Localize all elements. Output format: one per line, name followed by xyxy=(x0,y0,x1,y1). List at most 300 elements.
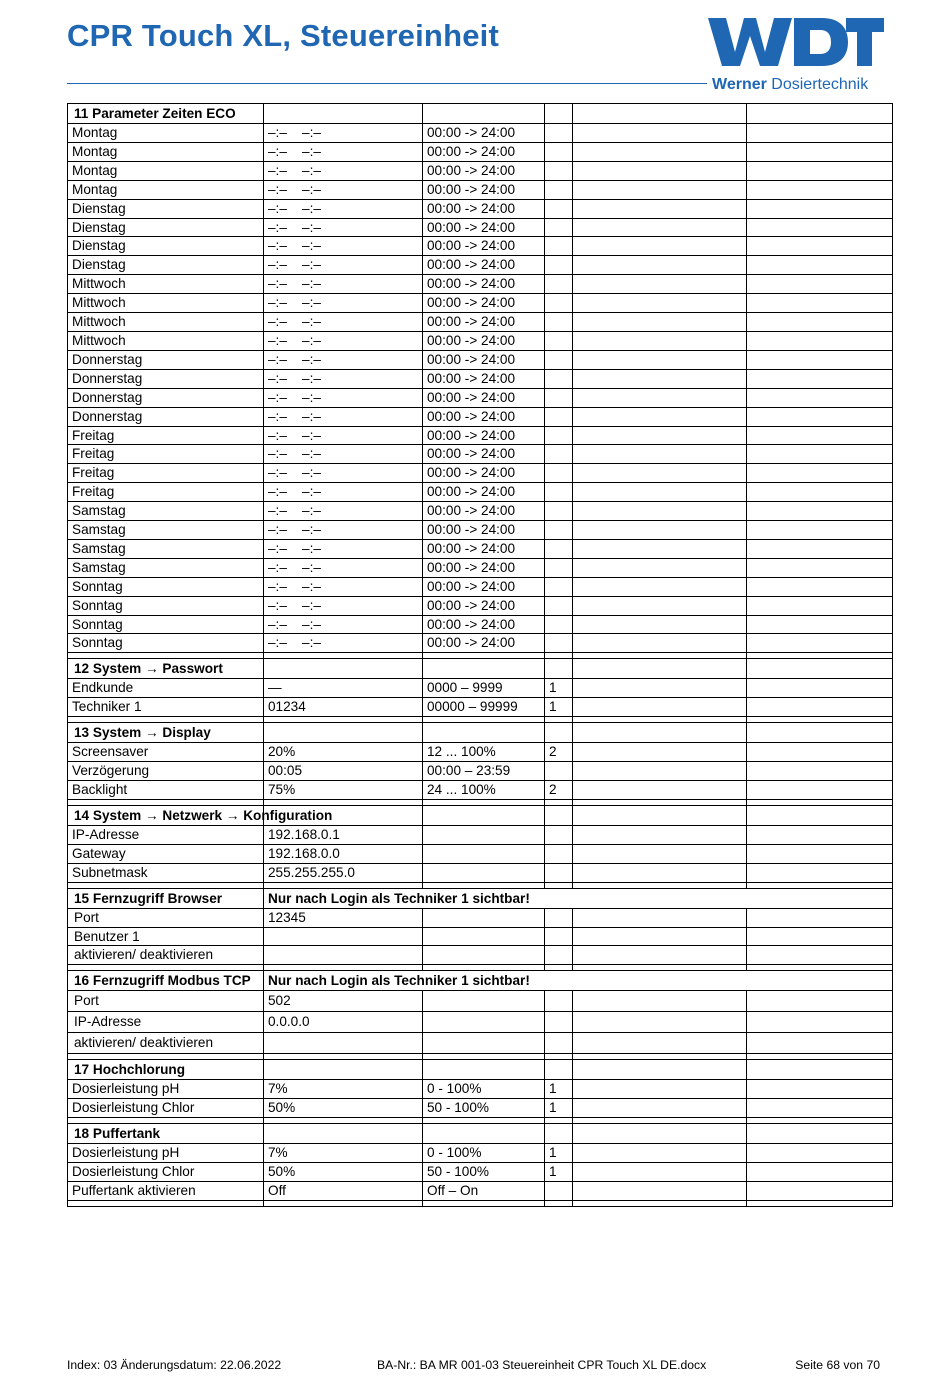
table-row xyxy=(68,1080,893,1099)
parameter-range: 0 - 100% xyxy=(423,1144,545,1163)
parameter-range: 50 - 100% xyxy=(423,1163,545,1182)
parameter-range xyxy=(423,844,545,863)
empty-cell xyxy=(573,577,747,596)
empty-cell xyxy=(747,294,893,313)
parameter-value: –:– –:– xyxy=(264,350,423,369)
table-row xyxy=(68,388,893,407)
table-row xyxy=(68,743,893,762)
parameter-step xyxy=(545,927,573,946)
empty-cell xyxy=(573,502,747,521)
parameter-name: Samstag xyxy=(68,539,264,558)
parameter-name: Mittwoch xyxy=(68,313,264,332)
parameter-name: Montag xyxy=(68,124,264,143)
parameter-step: 1 xyxy=(545,698,573,717)
empty-cell xyxy=(573,350,747,369)
parameter-name: Port xyxy=(68,908,264,927)
empty-cell xyxy=(573,723,747,743)
parameter-step: 1 xyxy=(545,679,573,698)
parameter-range: 00:00 -> 24:00 xyxy=(423,199,545,218)
parameter-value: 50% xyxy=(264,1099,423,1118)
empty-cell xyxy=(747,331,893,350)
empty-cell xyxy=(747,350,893,369)
parameter-name: Donnerstag xyxy=(68,350,264,369)
parameter-name: IP-Adresse xyxy=(68,1012,264,1033)
section-note: Nur nach Login als Techniker 1 sichtbar! xyxy=(264,971,893,991)
parameter-value: 00:05 xyxy=(264,762,423,781)
empty-cell xyxy=(573,762,747,781)
parameter-range xyxy=(423,908,545,927)
empty-cell xyxy=(747,142,893,161)
parameter-range: 00:00 -> 24:00 xyxy=(423,256,545,275)
parameter-value: 192.168.0.1 xyxy=(264,825,423,844)
parameter-step xyxy=(545,161,573,180)
parameter-name: Dosierleistung pH xyxy=(68,1144,264,1163)
parameter-range: 00:00 -> 24:00 xyxy=(423,388,545,407)
parameter-step xyxy=(545,218,573,237)
empty-cell xyxy=(573,1163,747,1182)
parameter-value: 75% xyxy=(264,781,423,800)
parameter-name: Mittwoch xyxy=(68,275,264,294)
section-title: 11 Parameter Zeiten ECO xyxy=(68,104,264,124)
parameter-value: –:– –:– xyxy=(264,634,423,653)
empty-cell xyxy=(573,539,747,558)
parameter-step xyxy=(545,908,573,927)
parameter-step xyxy=(545,388,573,407)
section-title: 18 Puffertank xyxy=(68,1124,264,1144)
parameter-range xyxy=(423,927,545,946)
parameter-value xyxy=(264,1033,423,1054)
empty-cell xyxy=(747,991,893,1012)
section-header-row xyxy=(68,104,893,124)
empty-cell xyxy=(573,369,747,388)
empty-cell xyxy=(423,805,545,825)
spacer-cell xyxy=(747,1200,893,1206)
empty-cell xyxy=(747,805,893,825)
table-row xyxy=(68,256,893,275)
parameter-name: Backlight xyxy=(68,781,264,800)
table-row xyxy=(68,331,893,350)
parameter-range: 00:00 -> 24:00 xyxy=(423,634,545,653)
parameter-table xyxy=(67,103,893,1207)
table-row xyxy=(68,596,893,615)
empty-cell xyxy=(423,104,545,124)
empty-cell xyxy=(747,698,893,717)
parameter-name: Dosierleistung Chlor xyxy=(68,1163,264,1182)
parameter-step xyxy=(545,124,573,143)
empty-cell xyxy=(573,1060,747,1080)
parameter-range xyxy=(423,1033,545,1054)
parameter-step xyxy=(545,615,573,634)
parameter-value: –:– –:– xyxy=(264,539,423,558)
empty-cell xyxy=(747,1124,893,1144)
empty-cell xyxy=(264,1060,423,1080)
parameter-range: 00:00 -> 24:00 xyxy=(423,539,545,558)
empty-cell xyxy=(747,1033,893,1054)
empty-cell xyxy=(545,805,573,825)
empty-cell xyxy=(573,805,747,825)
empty-cell xyxy=(545,659,573,679)
parameter-range: 00:00 -> 24:00 xyxy=(423,596,545,615)
parameter-step xyxy=(545,180,573,199)
parameter-name: Gateway xyxy=(68,844,264,863)
parameter-step xyxy=(545,142,573,161)
footer-index: Index: 03 Änderungsdatum: 22.06.2022 xyxy=(67,1358,282,1372)
parameter-step xyxy=(545,199,573,218)
parameter-range: 00:00 -> 24:00 xyxy=(423,369,545,388)
empty-cell xyxy=(747,927,893,946)
parameter-name: Dosierleistung Chlor xyxy=(68,1099,264,1118)
parameter-value: 12345 xyxy=(264,908,423,927)
table-row xyxy=(68,1144,893,1163)
section-title: 17 Hochchlorung xyxy=(68,1060,264,1080)
empty-cell xyxy=(573,1181,747,1200)
empty-cell xyxy=(747,445,893,464)
parameter-value: –:– –:– xyxy=(264,521,423,540)
empty-cell xyxy=(573,908,747,927)
table-row xyxy=(68,1012,893,1033)
empty-cell xyxy=(573,781,747,800)
parameter-step: 1 xyxy=(545,1099,573,1118)
parameter-value: –:– –:– xyxy=(264,426,423,445)
empty-cell xyxy=(573,124,747,143)
empty-cell xyxy=(573,927,747,946)
table-row xyxy=(68,464,893,483)
table-row xyxy=(68,521,893,540)
parameter-range: 00:00 -> 24:00 xyxy=(423,521,545,540)
section-header-row xyxy=(68,971,893,991)
parameter-value xyxy=(264,946,423,965)
empty-cell xyxy=(264,659,423,679)
parameter-range: 00:00 -> 24:00 xyxy=(423,313,545,332)
parameter-range: 24 ... 100% xyxy=(423,781,545,800)
parameter-value: –:– –:– xyxy=(264,464,423,483)
empty-cell xyxy=(573,388,747,407)
empty-cell xyxy=(747,407,893,426)
parameter-step xyxy=(545,558,573,577)
table-row xyxy=(68,445,893,464)
parameter-step xyxy=(545,1012,573,1033)
table-row xyxy=(68,946,893,965)
parameter-name: Mittwoch xyxy=(68,294,264,313)
parameter-step xyxy=(545,844,573,863)
empty-cell xyxy=(747,659,893,679)
parameter-range: 00:00 -> 24:00 xyxy=(423,350,545,369)
parameter-step xyxy=(545,863,573,882)
parameter-step xyxy=(545,825,573,844)
empty-cell xyxy=(747,483,893,502)
section-header-row xyxy=(68,1124,893,1144)
empty-cell xyxy=(573,407,747,426)
parameter-value: –:– –:– xyxy=(264,558,423,577)
table-row xyxy=(68,863,893,882)
empty-cell xyxy=(747,1163,893,1182)
parameter-name: Dienstag xyxy=(68,256,264,275)
parameter-step xyxy=(545,464,573,483)
parameter-value: –:– –:– xyxy=(264,502,423,521)
empty-cell xyxy=(747,863,893,882)
empty-cell xyxy=(747,781,893,800)
parameter-name: Sonntag xyxy=(68,634,264,653)
parameter-name: aktivieren/ deaktivieren xyxy=(68,946,264,965)
table-row xyxy=(68,1181,893,1200)
empty-cell xyxy=(573,294,747,313)
parameter-value: –:– –:– xyxy=(264,161,423,180)
empty-cell xyxy=(747,180,893,199)
empty-cell xyxy=(573,991,747,1012)
empty-cell xyxy=(573,445,747,464)
table-row xyxy=(68,426,893,445)
empty-cell xyxy=(264,1124,423,1144)
parameter-range: 00000 – 99999 xyxy=(423,698,545,717)
parameter-name: aktivieren/ deaktivieren xyxy=(68,1033,264,1054)
table-row xyxy=(68,991,893,1012)
empty-cell xyxy=(747,1181,893,1200)
empty-cell xyxy=(747,464,893,483)
wdt-logo xyxy=(708,14,884,74)
parameter-name: Techniker 1 xyxy=(68,698,264,717)
empty-cell xyxy=(747,1144,893,1163)
parameter-step xyxy=(545,483,573,502)
empty-cell xyxy=(573,1124,747,1144)
table-row xyxy=(68,781,893,800)
empty-cell xyxy=(573,558,747,577)
parameter-name: Screensaver xyxy=(68,743,264,762)
empty-cell xyxy=(747,161,893,180)
parameter-name: Montag xyxy=(68,142,264,161)
parameter-value: –:– –:– xyxy=(264,275,423,294)
section-header-row xyxy=(68,805,893,825)
parameter-range: 00:00 -> 24:00 xyxy=(423,502,545,521)
spacer-cell xyxy=(68,1200,264,1206)
parameter-name: Donnerstag xyxy=(68,369,264,388)
parameter-value: –:– –:– xyxy=(264,596,423,615)
parameter-range: 00:00 -> 24:00 xyxy=(423,331,545,350)
empty-cell xyxy=(573,615,747,634)
table-row xyxy=(68,407,893,426)
empty-cell xyxy=(747,634,893,653)
logo-subtitle-rest: Dosiertechnik xyxy=(766,76,869,93)
parameter-name: Samstag xyxy=(68,521,264,540)
section-header-row xyxy=(68,659,893,679)
section-header-row xyxy=(68,1060,893,1080)
empty-cell xyxy=(573,313,747,332)
parameter-step xyxy=(545,596,573,615)
empty-cell xyxy=(747,218,893,237)
section-header-row xyxy=(68,888,893,908)
empty-cell xyxy=(747,762,893,781)
parameter-value: –:– –:– xyxy=(264,331,423,350)
parameter-value: 01234 xyxy=(264,698,423,717)
empty-cell xyxy=(747,539,893,558)
empty-cell xyxy=(747,502,893,521)
parameter-name: Verzögerung xyxy=(68,762,264,781)
parameter-range: 00:00 -> 24:00 xyxy=(423,180,545,199)
empty-cell xyxy=(747,679,893,698)
parameter-range xyxy=(423,946,545,965)
parameter-range: 00:00 -> 24:00 xyxy=(423,294,545,313)
parameter-step xyxy=(545,331,573,350)
parameter-step xyxy=(545,445,573,464)
empty-cell xyxy=(573,275,747,294)
parameter-value: 0.0.0.0 xyxy=(264,1012,423,1033)
table-row xyxy=(68,539,893,558)
parameter-range: Off – On xyxy=(423,1181,545,1200)
section-title: 12 System → Passwort xyxy=(68,659,264,679)
parameter-name: Endkunde xyxy=(68,679,264,698)
empty-cell xyxy=(573,659,747,679)
parameter-value: –:– –:– xyxy=(264,256,423,275)
table-row xyxy=(68,844,893,863)
parameter-range: 00:00 -> 24:00 xyxy=(423,577,545,596)
parameter-range: 00:00 -> 24:00 xyxy=(423,445,545,464)
table-row xyxy=(68,825,893,844)
table-row xyxy=(68,762,893,781)
table-row xyxy=(68,679,893,698)
spacer-cell xyxy=(545,1200,573,1206)
parameter-value: 50% xyxy=(264,1163,423,1182)
section-title: 16 Fernzugriff Modbus TCP xyxy=(68,971,264,991)
parameter-range: 00:00 -> 24:00 xyxy=(423,161,545,180)
parameter-range: 00:00 -> 24:00 xyxy=(423,218,545,237)
parameter-range: 00:00 -> 24:00 xyxy=(423,407,545,426)
parameter-range: 12 ... 100% xyxy=(423,743,545,762)
parameter-value: — xyxy=(264,679,423,698)
empty-cell xyxy=(747,946,893,965)
empty-cell xyxy=(747,615,893,634)
parameter-value: –:– –:– xyxy=(264,180,423,199)
document-title: CPR Touch XL, Steuereinheit xyxy=(67,18,499,53)
empty-cell xyxy=(747,1080,893,1099)
parameter-value: –:– –:– xyxy=(264,615,423,634)
parameter-value: –:– –:– xyxy=(264,142,423,161)
empty-cell xyxy=(423,1124,545,1144)
parameter-step xyxy=(545,350,573,369)
parameter-step xyxy=(545,294,573,313)
parameter-name: Samstag xyxy=(68,502,264,521)
parameter-range: 00:00 -> 24:00 xyxy=(423,237,545,256)
parameter-range: 0000 – 9999 xyxy=(423,679,545,698)
empty-cell xyxy=(573,426,747,445)
parameter-value: –:– –:– xyxy=(264,369,423,388)
parameter-name: Sonntag xyxy=(68,615,264,634)
parameter-step: 1 xyxy=(545,1144,573,1163)
table-row xyxy=(68,124,893,143)
parameter-value: –:– –:– xyxy=(264,445,423,464)
empty-cell xyxy=(747,844,893,863)
parameter-step xyxy=(545,539,573,558)
empty-cell xyxy=(573,1012,747,1033)
table-row xyxy=(68,1033,893,1054)
empty-cell xyxy=(573,218,747,237)
parameter-name: Freitag xyxy=(68,464,264,483)
parameter-step xyxy=(545,1033,573,1054)
parameter-range xyxy=(423,991,545,1012)
empty-cell xyxy=(747,1099,893,1118)
parameter-range: 00:00 – 23:59 xyxy=(423,762,545,781)
parameter-value: –:– –:– xyxy=(264,218,423,237)
parameter-step xyxy=(545,313,573,332)
empty-cell xyxy=(747,388,893,407)
parameter-value: 502 xyxy=(264,991,423,1012)
empty-cell xyxy=(747,825,893,844)
parameter-step xyxy=(545,991,573,1012)
empty-cell xyxy=(573,1099,747,1118)
empty-cell xyxy=(573,199,747,218)
empty-cell xyxy=(747,275,893,294)
parameter-value: –:– –:– xyxy=(264,577,423,596)
empty-cell xyxy=(573,698,747,717)
table-row xyxy=(68,313,893,332)
parameter-step xyxy=(545,946,573,965)
parameter-name: Freitag xyxy=(68,426,264,445)
empty-cell xyxy=(264,723,423,743)
empty-cell xyxy=(573,237,747,256)
parameter-range: 00:00 -> 24:00 xyxy=(423,124,545,143)
empty-cell xyxy=(264,104,423,124)
table-row xyxy=(68,615,893,634)
empty-cell xyxy=(573,679,747,698)
empty-cell xyxy=(573,1080,747,1099)
parameter-step xyxy=(545,521,573,540)
empty-cell xyxy=(747,596,893,615)
parameter-value: 20% xyxy=(264,743,423,762)
empty-cell xyxy=(423,659,545,679)
parameter-step xyxy=(545,762,573,781)
parameter-step: 1 xyxy=(545,1163,573,1182)
parameter-step xyxy=(545,634,573,653)
empty-cell xyxy=(747,199,893,218)
empty-cell xyxy=(573,1144,747,1163)
spacer-cell xyxy=(573,1200,747,1206)
table-row xyxy=(68,577,893,596)
logo-subtitle-bold: Werner xyxy=(712,76,767,93)
parameter-value: 255.255.255.0 xyxy=(264,863,423,882)
empty-cell xyxy=(573,256,747,275)
parameter-step: 2 xyxy=(545,781,573,800)
parameter-range: 00:00 -> 24:00 xyxy=(423,558,545,577)
empty-cell xyxy=(423,723,545,743)
parameter-range: 00:00 -> 24:00 xyxy=(423,615,545,634)
parameter-name: Freitag xyxy=(68,445,264,464)
empty-cell xyxy=(573,825,747,844)
empty-cell xyxy=(573,521,747,540)
empty-cell xyxy=(747,723,893,743)
parameter-range xyxy=(423,1012,545,1033)
parameter-name: Freitag xyxy=(68,483,264,502)
spacer-cell xyxy=(264,1200,423,1206)
parameter-step xyxy=(545,237,573,256)
empty-cell xyxy=(573,483,747,502)
table-row xyxy=(68,275,893,294)
parameter-value: –:– –:– xyxy=(264,388,423,407)
empty-cell xyxy=(747,313,893,332)
parameter-step xyxy=(545,369,573,388)
parameter-value: 7% xyxy=(264,1080,423,1099)
table-row xyxy=(68,698,893,717)
parameter-range xyxy=(423,825,545,844)
empty-cell xyxy=(573,946,747,965)
table-row xyxy=(68,1099,893,1118)
parameter-value: Off xyxy=(264,1181,423,1200)
table-row xyxy=(68,294,893,313)
empty-cell xyxy=(747,1060,893,1080)
parameter-step: 2 xyxy=(545,743,573,762)
table-end-row xyxy=(68,1200,893,1206)
parameter-name: Benutzer 1 xyxy=(68,927,264,946)
table-row xyxy=(68,1163,893,1182)
table-row xyxy=(68,350,893,369)
logo-subtitle xyxy=(712,76,868,94)
